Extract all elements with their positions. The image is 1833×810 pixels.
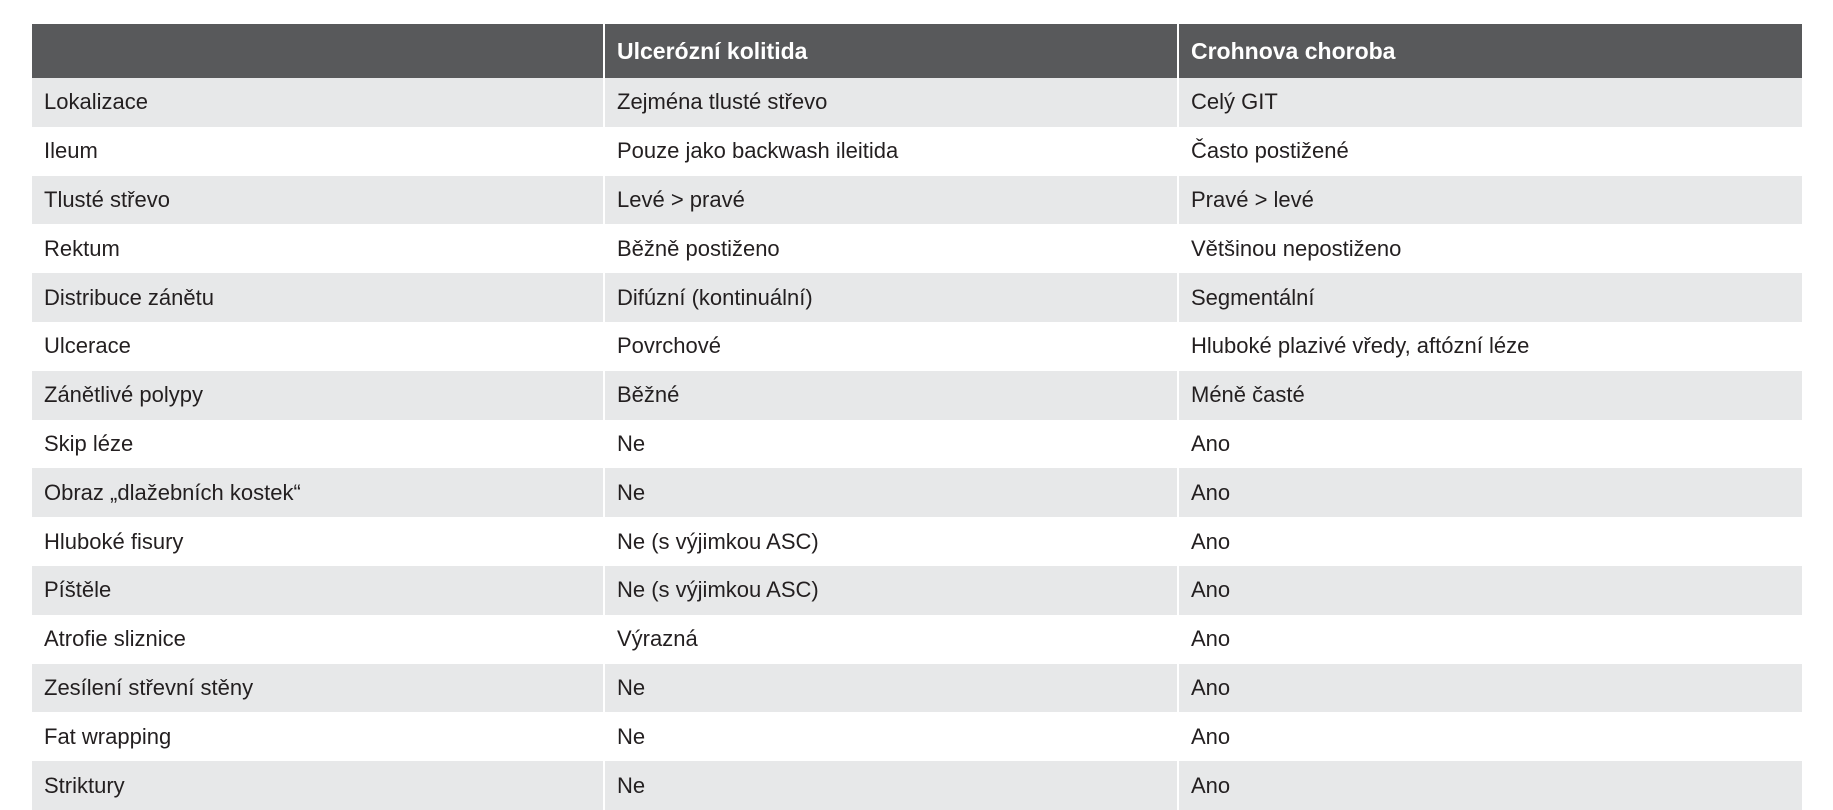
feature-cell: Ileum [32, 127, 604, 176]
ulcerative-colitis-cell: Ne [604, 761, 1178, 810]
feature-cell: Fat wrapping [32, 712, 604, 761]
feature-cell: Zesílení střevní stěny [32, 664, 604, 713]
header-row [32, 24, 1802, 78]
feature-cell: Rektum [32, 224, 604, 273]
ulcerative-colitis-cell: Běžné [604, 371, 1178, 420]
crohns-disease-cell: Často postižené [1191, 138, 1349, 164]
ulcerative-colitis-cell: Ne [604, 420, 1178, 469]
crohns-disease-cell: Celý GIT [1191, 89, 1278, 115]
ulcerative-colitis-cell: Běžně postiženo [604, 224, 1178, 273]
table-row [32, 566, 1802, 615]
table-row [32, 420, 1802, 469]
table-row [32, 468, 1802, 517]
feature-cell: Tlusté střevo [32, 176, 604, 225]
comparison-table-container [32, 24, 1802, 810]
feature-cell: Striktury [32, 761, 604, 810]
crohns-disease-cell: Ano [1191, 626, 1231, 652]
crohns-disease-cell: Segmentální [1191, 284, 1315, 310]
table-row [32, 78, 1802, 127]
ulcerative-colitis-cell: Ne (s výjimkou ASC) [604, 566, 1178, 615]
ulcerative-colitis-cell: Ne [604, 712, 1178, 761]
feature-cell: Hluboké fisury [32, 517, 604, 566]
crohns-disease-cell: Většinou nepostiženo [1191, 235, 1402, 261]
ulcerative-colitis-cell: Ne [604, 664, 1178, 713]
ulcerative-colitis-cell: Difúzní (kontinuální) [604, 273, 1178, 322]
crohns-disease-cell: Ano [1191, 479, 1231, 505]
crohns-disease-cell: Méně časté [1191, 382, 1305, 408]
ulcerative-colitis-cell: Zejména tlusté střevo [604, 78, 1178, 127]
ulcerative-colitis-cell: Ne [604, 468, 1178, 517]
feature-cell: Lokalizace [32, 78, 604, 127]
table-row [32, 176, 1802, 225]
comparison-table [32, 24, 1802, 810]
feature-cell: Distribuce zánětu [32, 273, 604, 322]
table-row [32, 127, 1802, 176]
feature-cell: Ulcerace [32, 322, 604, 371]
ulcerative-colitis-cell: Pouze jako backwash ileitida [604, 127, 1178, 176]
table-row [32, 273, 1802, 322]
feature-cell: Píštěle [32, 566, 604, 615]
header-cell-crohns-disease: Crohnova choroba [1191, 37, 1396, 64]
crohns-disease-cell: Ano [1191, 723, 1231, 749]
table-row [32, 712, 1802, 761]
ulcerative-colitis-cell: Povrchové [604, 322, 1178, 371]
feature-cell: Atrofie sliznice [32, 615, 604, 664]
table-body [32, 78, 1802, 810]
crohns-disease-cell: Ano [1191, 528, 1231, 554]
feature-cell: Skip léze [32, 420, 604, 469]
crohns-disease-cell: Ano [1191, 430, 1231, 456]
header-cell-feature [32, 24, 604, 78]
table-row [32, 224, 1802, 273]
table-header [32, 24, 1802, 78]
crohns-disease-cell: Ano [1191, 674, 1231, 700]
feature-cell: Obraz „dlažebních kostek“ [32, 468, 604, 517]
header-cell-ulcerative-colitis: Ulcerózní kolitida [604, 24, 1178, 78]
ulcerative-colitis-cell: Levé > pravé [604, 176, 1178, 225]
table-row [32, 615, 1802, 664]
table-row [32, 664, 1802, 713]
table-row [32, 371, 1802, 420]
ulcerative-colitis-cell: Výrazná [604, 615, 1178, 664]
table-row [32, 517, 1802, 566]
crohns-disease-cell: Ano [1191, 577, 1231, 603]
crohns-disease-cell: Hluboké plazivé vředy, aftózní léze [1191, 333, 1530, 359]
table-row [32, 761, 1802, 810]
crohns-disease-cell: Ano [1191, 772, 1231, 798]
crohns-disease-cell: Pravé > levé [1191, 186, 1314, 212]
table-row [32, 322, 1802, 371]
ulcerative-colitis-cell: Ne (s výjimkou ASC) [604, 517, 1178, 566]
feature-cell: Zánětlivé polypy [32, 371, 604, 420]
